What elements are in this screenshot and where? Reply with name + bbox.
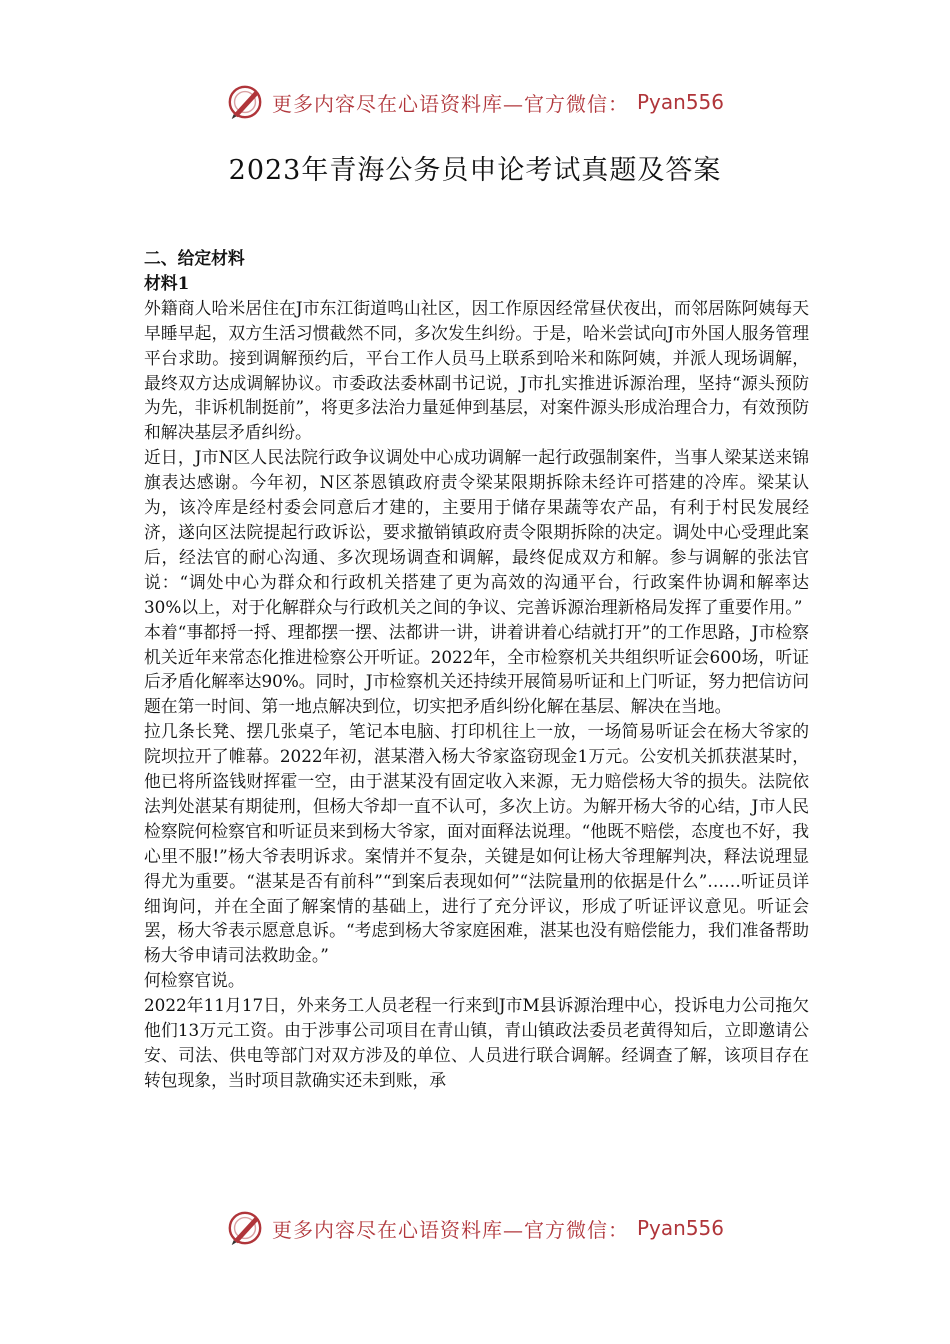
- banner-text: 更多内容尽在心语资料库—官方微信：: [271, 91, 629, 116]
- paragraph: 何检察官说。: [144, 970, 245, 991]
- paragraph: 本着“事都捋一捋、理都摆一摆、法都讲一讲，讲着讲着心结就打开”的工作思路，J市检察机关近年来常态化推进检察公开听证。2022年，全市检察机关共组织听证会600场，听证后矛盾化解率达90%。同时，J市检察机关还持续开展简易听证和上门听证，努力把信访问题在第一时间、第一地点解决到位，切实把矛盾纠纷化解在基层、解决在当地。: [144, 621, 809, 717]
- banner-wechat-id: Pyan556: [636, 1216, 724, 1240]
- pen-circle-logo-icon: [226, 83, 264, 121]
- paragraph: 近日，J市N区人民法院行政争议调处中心成功调解一起行政强制案件，当事人梁某送来锦旗表达感谢。今年初，N区茶恩镇政府责令梁某限期拆除未经许可搭建的冷库。梁某认为，该冷库是经村委会同意后才建的，主要用于储存果蔬等农产品，有利于村民发展经济，遂向区法院提起行政诉讼，要求撤销镇政府责令限期拆除的决定。调处中心受理此案后，经法官的耐心沟通、多次现场调查和调解，最终促成双方和解。参与调解的张法官说：“调处中心为群众和行政机关搭建了更为高效的沟通平台，行政案件协调和解率达30%以上，对于化解群众与行政机关之间的争议、完善诉源治理新格局发挥了重要作用。”: [144, 447, 809, 617]
- banner-text: 更多内容尽在心语资料库—官方微信：: [271, 1217, 629, 1242]
- page-title: 2023年青海公务员申论考试真题及答案: [228, 155, 722, 186]
- paragraph: 外籍商人哈米居住在J市东江街道鸣山社区，因工作原因经常昼伏夜出，而邻居陈阿姨每天早睡早起，双方生活习惯截然不同，多次发生纠纷。于是，哈米尝试向J市外国人服务管理平台求助。接到调解预约后，平台工作人员马上联系到哈米和陈阿姨，并派人现场调解，最终双方达成调解协议。市委政法委林副书记说，J市扎实推进诉源治理，坚持“源头预防为先，非诉机制挺前”，将更多法治力量延伸到基层，对案件源头形成治理合力，有效预防和解决基层矛盾纠纷。: [144, 297, 809, 443]
- footer-banner: [0, 1208, 950, 1248]
- section-heading: 二、给定材料: [144, 248, 245, 268]
- material-heading: 材料1: [144, 272, 190, 293]
- banner-wechat-id: Pyan556: [636, 90, 724, 114]
- document-body: [144, 246, 809, 1093]
- paragraph: 拉几条长凳、摆几张桌子，笔记本电脑、打印机往上一放，一场简易听证会在杨大爷家的院坝拉开了帷幕。2022年初，湛某潜入杨大爷家盗窃现金1万元。公安机关抓获湛某时，他已将所盗钱财挥霍一空，由于湛某没有固定收入来源，无力赔偿杨大爷的损失。法院依法判处湛某有期徒刑，但杨大爷却一直不认可，多次上访。为解开杨大爷的心结，J市人民检察院何检察官和听证员来到杨大爷家，面对面释法说理。“他既不赔偿，态度也不好，我心里不服!”杨大爷表明诉求。案情并不复杂，关键是如何让杨大爷理解判决，释法说理显得尤为重要。“湛某是否有前科”“到案后表现如何”“法院量刑的依据是什么”……听证员详细询问，并在全面了解案情的基础上，进行了充分评议，形成了听证评议意见。听证会罢，杨大爷表示愿意息诉。“考虑到杨大爷家庭困难，湛某也没有赔偿能力，我们准备帮助杨大爷申请司法救助金。”: [144, 721, 809, 966]
- paragraph: 2022年11月17日，外来务工人员老程一行来到J市M县诉源治理中心，投诉电力公司拖欠他们13万元工资。由于涉事公司项目在青山镇，青山镇政法委员老黄得知后，立即邀请公安、司法、供电等部门对双方涉及的单位、人员进行联合调解。经调查了解，该项目存在转包现象，当时项目款确实还未到账，承: [144, 995, 809, 1090]
- pen-circle-logo-icon: [226, 1209, 264, 1247]
- header-banner: [0, 82, 950, 122]
